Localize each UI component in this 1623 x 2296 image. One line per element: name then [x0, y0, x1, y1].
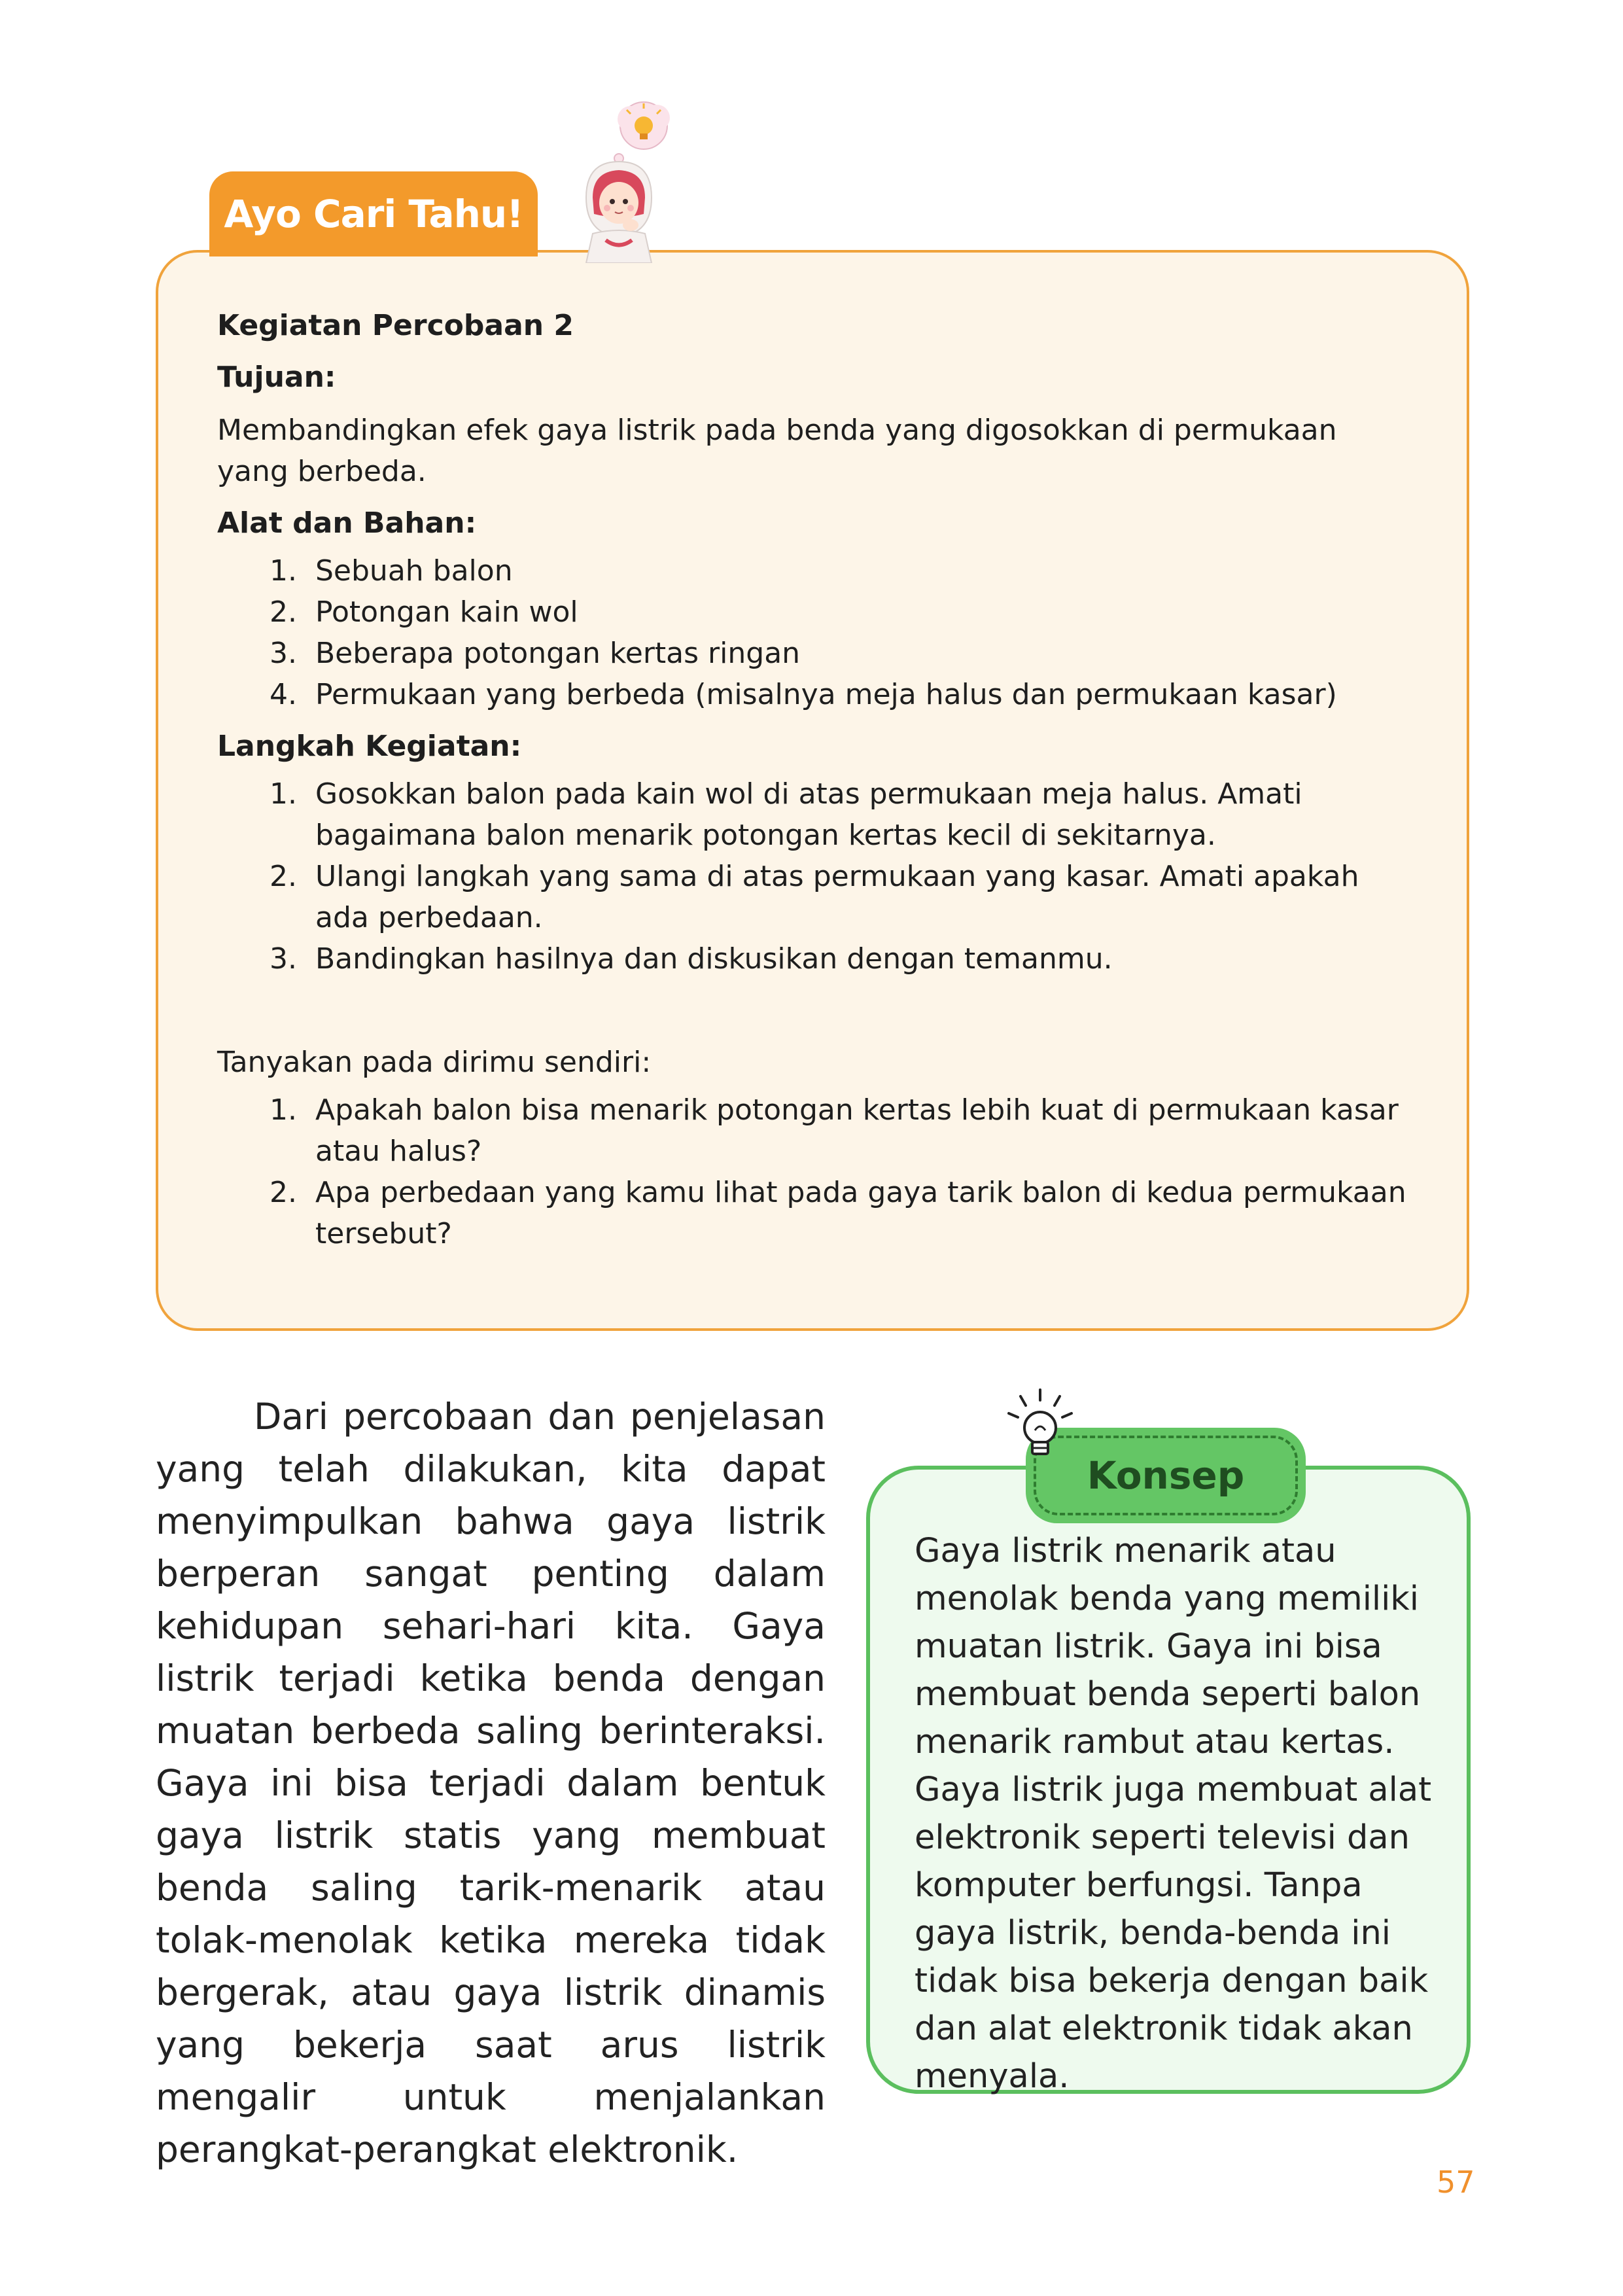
lightbulb-icon [1001, 1387, 1079, 1466]
girl-thinking-lightbulb-icon [567, 99, 684, 263]
list-item [217, 633, 1408, 674]
main-paragraph: Dari percobaan dan penjelasan yang telah dilakukan, kita dapat menyimpulkan bahwa gaya listrik berperan sangat penting dalam kehidupan sehari-hari kita. Gaya listrik terjadi ketika benda dengan muatan berbeda saling berinteraksi. Gaya ini bisa terjadi dalam bentuk gaya listrik statis yang membuat benda saling tarik-menarik atau tolak-menolak ketika mereka tidak bergerak, atau gaya listrik dinamis yang bekerja saat arus listrik mengalir untuk menjalankan perangkat-perangkat elektronik. [156, 1396, 826, 2170]
list-text: Ulangi langkah yang sama di atas permukaan yang kasar. Amati apakah ada perbedaan. [315, 860, 1359, 934]
list-item [217, 1089, 1408, 1172]
steps-list [217, 773, 1408, 980]
list-number: 2. [270, 860, 297, 893]
page-number: 57 [1437, 2164, 1475, 2200]
activity-content [217, 305, 1408, 1254]
list-number: 3. [270, 637, 297, 670]
list-text: Permukaan yang berbeda (misalnya meja halus dan permukaan kasar) [315, 678, 1337, 711]
activity-tab-label: Ayo Cari Tahu! [224, 192, 523, 236]
list-number: 2. [270, 595, 297, 629]
list-number: 1. [270, 1093, 297, 1127]
questions-intro: Tanyakan pada dirimu sendiri: [217, 1046, 652, 1079]
list-text: Bandingkan hasilnya dan diskusikan dengan temanmu. [315, 942, 1113, 976]
list-number: 1. [270, 777, 297, 811]
list-item [217, 674, 1408, 715]
list-item [217, 773, 1408, 856]
goal-text: Membandingkan efek gaya listrik pada benda yang digosokkan di permukaan yang berbeda. [217, 414, 1337, 488]
activity-box [156, 250, 1469, 1331]
list-number: 4. [270, 678, 297, 711]
list-text: Gosokkan balon pada kain wol di atas permukaan meja halus. Amati bagaimana balon menarik potongan kertas kecil di sekitarnya. [315, 777, 1302, 852]
materials-heading: Alat dan Bahan: [217, 506, 477, 540]
goal-heading: Tujuan: [217, 361, 336, 394]
list-text: Sebuah balon [315, 554, 513, 588]
list-item [217, 1172, 1408, 1254]
list-item [217, 938, 1408, 980]
steps-heading: Langkah Kegiatan: [217, 730, 522, 763]
list-text: Apakah balon bisa menarik potongan kertas lebih kuat di permukaan kasar atau halus? [315, 1093, 1399, 1168]
materials-list [217, 550, 1408, 715]
konsep-text: Gaya listrik menarik atau menolak benda yang memiliki muatan listrik. Gaya ini bisa membuat benda seperti balon menarik rambut atau kertas. Gaya listrik juga membuat alat elektronik seperti televisi dan komputer berfungsi. Tanpa gaya listrik, benda-benda ini tidak bisa bekerja dengan baik dan alat elektronik tidak akan menyala. [915, 1532, 1432, 2096]
list-number: 2. [270, 1176, 297, 1209]
list-number: 3. [270, 942, 297, 976]
activity-tab [209, 171, 538, 256]
list-text: Beberapa potongan kertas ringan [315, 637, 801, 670]
list-number: 1. [270, 554, 297, 588]
activity-title: Kegiatan Percobaan 2 [217, 309, 574, 342]
list-item [217, 592, 1408, 633]
konsep-box [866, 1466, 1471, 2094]
list-text: Potongan kain wol [315, 595, 578, 629]
list-item [217, 550, 1408, 592]
list-text: Apa perbedaan yang kamu lihat pada gaya tarik balon di kedua permukaan tersebut? [315, 1176, 1406, 1250]
konsep-tab-label: Konsep [1087, 1453, 1245, 1498]
questions-list [217, 1089, 1408, 1254]
list-item [217, 856, 1408, 938]
